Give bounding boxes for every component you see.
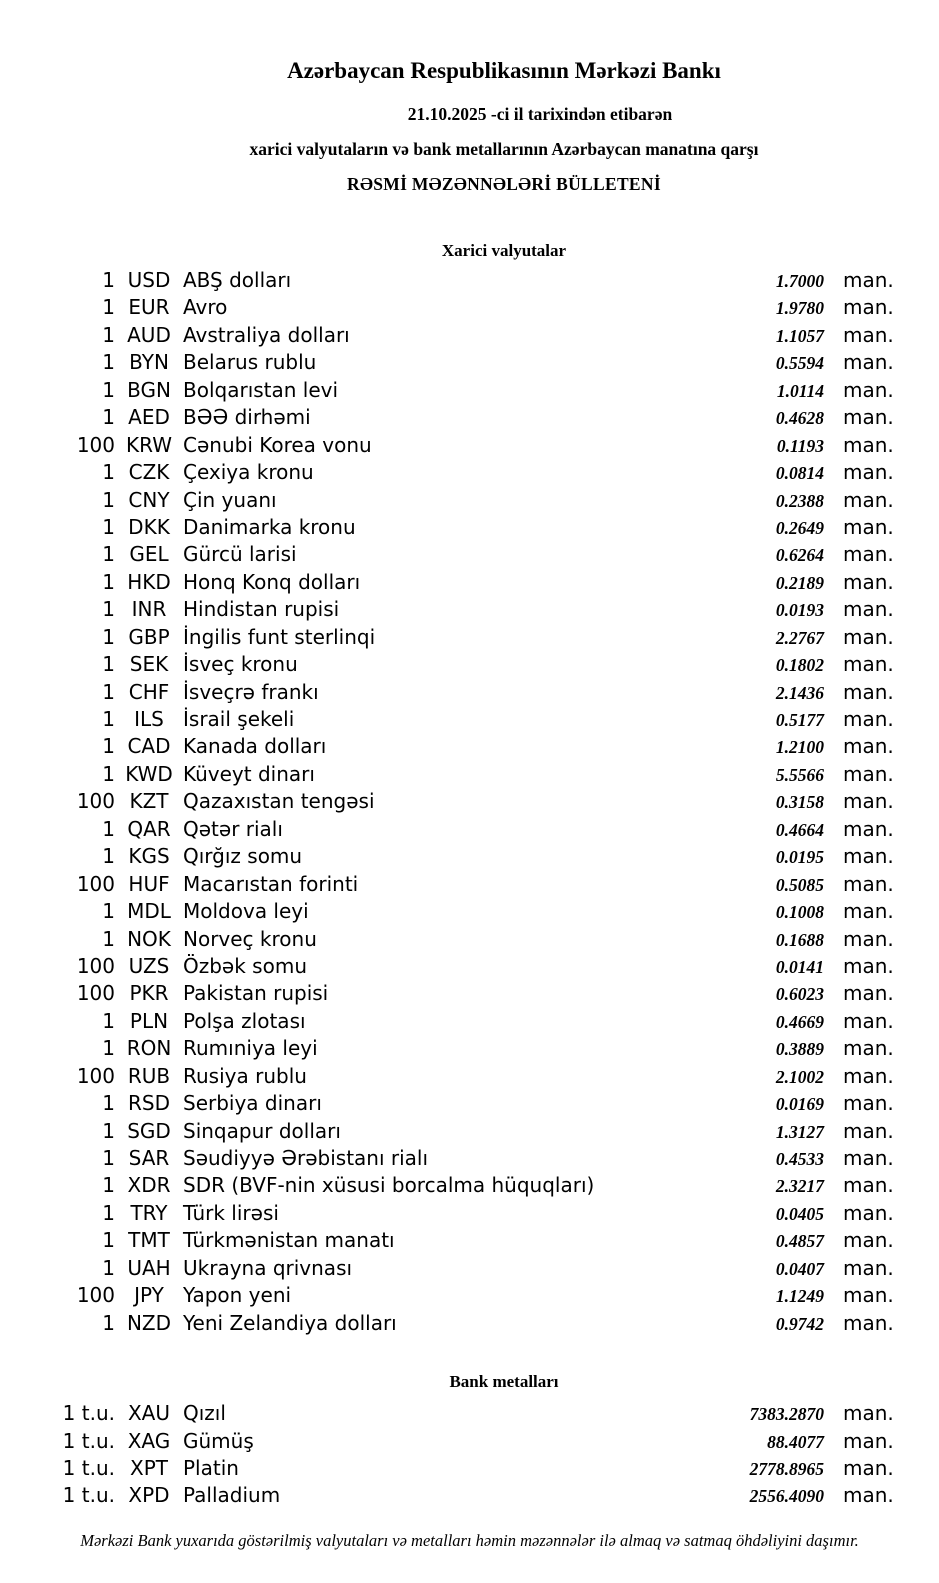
rate-value: 0.4628 [775, 408, 824, 429]
currency-code: USD [127, 268, 171, 292]
quantity-label: 1 [102, 899, 115, 924]
quantity-label: 1 [102, 377, 115, 402]
rate-row [0, 817, 939, 844]
quantity-label: 1 [102, 569, 115, 594]
unit-label: man. [843, 1283, 894, 1308]
unit-label: man. [843, 1146, 894, 1170]
unit-label: man. [843, 514, 894, 539]
rate-value: 0.4533 [775, 1149, 824, 1169]
unit-label: man. [843, 1036, 894, 1061]
rate-value: 0.5085 [775, 874, 824, 895]
unit-label: man. [843, 1428, 894, 1453]
quantity-label: 100 [76, 789, 115, 814]
quantity-label: 1 [102, 1118, 115, 1143]
rate-row [0, 597, 939, 624]
subject-line: xarici valyutaların və bank metallarının Azərbaycan manatına qarşı [249, 139, 759, 159]
rate-value: 2.3217 [775, 1176, 824, 1197]
quantity-label: 100 [76, 432, 115, 457]
rate-value: 0.0195 [775, 847, 824, 868]
currency-name: Qırğız somu [183, 844, 303, 869]
currency-name: Serbiya dinarı [183, 1091, 322, 1116]
unit-label: man. [843, 1228, 894, 1253]
currency-name: Ukrayna qrivnası [183, 1255, 353, 1280]
currency-code: HKD [127, 569, 171, 594]
rate-value: 2.1002 [775, 1066, 824, 1087]
currency-code: QAR [127, 816, 171, 841]
rate-row [0, 1456, 939, 1483]
currency-code: KGS [128, 844, 170, 869]
currency-name: Sinqapur dolları [183, 1118, 341, 1143]
currency-name: Danimarka kronu [183, 514, 356, 539]
currency-name: Cənubi Korea vonu [183, 432, 372, 457]
unit-label: man. [843, 322, 894, 347]
unit-label: man. [843, 569, 894, 594]
currency-name: Honq Konq dolları [183, 569, 361, 594]
rate-value: 0.3889 [775, 1039, 824, 1060]
currency-name: Yeni Zelandiya dolları [183, 1310, 397, 1335]
unit-label: man. [843, 1455, 894, 1480]
rate-row [0, 981, 939, 1008]
rate-value: 0.4857 [775, 1231, 824, 1252]
unit-label: man. [843, 1118, 894, 1143]
currency-name: Türkmənistan manatı [183, 1228, 395, 1253]
rate-row [0, 1483, 939, 1510]
quantity-label: 1 [102, 1200, 115, 1225]
quantity-label: 1 [102, 1255, 115, 1280]
currency-code: AED [128, 405, 170, 430]
quantity-label: 1 [102, 679, 115, 704]
rate-value: 0.6023 [775, 984, 824, 1005]
currency-name: Platin [183, 1455, 239, 1480]
quantity-label: 1 t.u. [62, 1483, 115, 1508]
currency-code: XPT [130, 1455, 168, 1480]
currency-name: Rusiya rublu [183, 1063, 307, 1088]
unit-label: man. [843, 679, 894, 704]
currency-name: Qətər rialı [183, 816, 283, 841]
quantity-label: 1 [102, 1310, 115, 1335]
currency-code: KRW [126, 432, 172, 457]
rate-row [0, 515, 939, 542]
currency-code: BYN [129, 350, 169, 375]
quantity-label: 1 t.u. [62, 1455, 115, 1480]
quantity-label: 1 [102, 624, 115, 649]
rate-row [0, 460, 939, 487]
rate-row [0, 1173, 939, 1200]
rate-value: 2.1436 [775, 682, 824, 703]
metals-table [0, 1401, 939, 1511]
rate-row [0, 899, 939, 926]
currency-code: CHF [128, 679, 170, 704]
rate-row [0, 378, 939, 405]
quantity-label: 1 [102, 542, 115, 567]
quantity-label: 1 [102, 816, 115, 841]
unit-label: man. [843, 1200, 894, 1225]
rate-value: 0.1802 [775, 655, 824, 676]
currency-name: İsveçrə frankı [183, 679, 319, 704]
currency-name: Avstraliya dolları [183, 322, 350, 347]
currency-name: İngilis funt sterlinqi [183, 624, 376, 649]
unit-label: man. [843, 405, 894, 430]
rate-row [0, 1429, 939, 1456]
rate-row [0, 789, 939, 816]
rate-value: 0.1008 [775, 902, 824, 923]
rate-value: 2.2767 [775, 627, 824, 648]
quantity-label: 1 t.u. [62, 1428, 115, 1453]
rate-row [0, 1146, 939, 1173]
metals-section-title: Bank metalları [449, 1372, 559, 1392]
rate-value: 88.4077 [767, 1431, 824, 1452]
currency-name: Rumıniya leyi [183, 1036, 318, 1061]
unit-label: man. [843, 816, 894, 841]
currency-name: Moldova leyi [183, 899, 309, 924]
currency-code: PKR [129, 981, 169, 1006]
currency-name: ABŞ dolları [183, 268, 292, 292]
quantity-label: 1 [102, 350, 115, 375]
unit-label: man. [843, 953, 894, 978]
currency-name: Hindistan rupisi [183, 597, 340, 622]
rate-value: 0.1688 [775, 929, 824, 950]
rate-row [0, 1119, 939, 1146]
rate-row [0, 1201, 939, 1228]
rate-row [0, 652, 939, 679]
unit-label: man. [843, 899, 894, 924]
unit-label: man. [843, 1401, 894, 1426]
rate-row [0, 1009, 939, 1036]
quantity-label: 1 [102, 707, 115, 731]
unit-label: man. [843, 487, 894, 512]
currency-code: NZD [126, 1310, 172, 1335]
currency-code: RSD [128, 1091, 170, 1116]
currency-code: SGD [127, 1118, 171, 1143]
quantity-label: 1 [102, 514, 115, 539]
rate-value: 7383.2870 [749, 1404, 824, 1425]
quantity-label: 100 [76, 953, 115, 978]
rate-row [0, 268, 939, 295]
unit-label: man. [843, 377, 894, 402]
rate-row [0, 1036, 939, 1063]
currency-code: UAH [127, 1255, 171, 1280]
currency-name: Səudiyyə Ərəbistanı rialı [183, 1146, 429, 1170]
currency-code: SEK [129, 652, 169, 677]
effective-date-line: 21.10.2025 -ci il tarixindən etibarən [407, 104, 673, 124]
rate-row [0, 680, 939, 707]
currency-code: BGN [127, 377, 171, 402]
currency-code: RON [126, 1036, 172, 1061]
unit-label: man. [843, 789, 894, 814]
rate-row [0, 734, 939, 761]
rate-value: 0.9742 [775, 1313, 824, 1334]
quantity-label: 1 [102, 926, 115, 951]
rate-row [0, 488, 939, 515]
quantity-label: 1 [102, 844, 115, 869]
rate-value: 0.3158 [775, 792, 824, 813]
currency-name: Macarıstan forinti [183, 871, 359, 896]
unit-label: man. [843, 926, 894, 951]
unit-label: man. [843, 652, 894, 677]
currency-code: DKK [128, 514, 170, 539]
rate-value: 0.0814 [775, 463, 824, 484]
unit-label: man. [843, 1483, 894, 1508]
currency-name: BƏƏ dirhəmi [183, 405, 311, 430]
currency-code: CNY [128, 487, 170, 512]
unit-label: man. [843, 597, 894, 622]
rate-row [0, 927, 939, 954]
quantity-label: 1 [102, 1173, 115, 1198]
quantity-label: 1 [102, 652, 115, 677]
unit-label: man. [843, 1091, 894, 1116]
unit-label: man. [843, 432, 894, 457]
bulletin-title: RƏSMİ MƏZƏNNƏLƏRİ BÜLLETENİ [347, 174, 661, 194]
currency-code: HUF [128, 871, 170, 896]
rate-value: 1.0114 [776, 380, 824, 401]
currency-name: İsrail şekeli [183, 707, 295, 731]
currency-code: SAR [128, 1146, 170, 1170]
currency-code: XDR [127, 1173, 171, 1198]
unit-label: man. [843, 350, 894, 375]
rate-value: 0.2388 [775, 490, 824, 511]
rate-row [0, 433, 939, 460]
rate-value: 0.0405 [775, 1203, 824, 1224]
rate-value: 0.0169 [775, 1094, 824, 1115]
bulletin-header [0, 0, 939, 195]
rate-value: 0.2649 [775, 517, 824, 538]
rate-value: 1.1057 [775, 325, 824, 346]
rate-value: 0.0141 [775, 956, 824, 977]
disclaimer-note: Mərkəzi Bank yuxarıda göstərilmiş valyutaları və metalları həmin məzənnələr ilə almaq və satmaq öhdəliyini daşımır. [80, 1530, 859, 1550]
currency-name: Çin yuanı [183, 487, 277, 512]
unit-label: man. [843, 1173, 894, 1198]
currency-code: XPD [128, 1483, 170, 1508]
rate-row [0, 405, 939, 432]
rate-row [0, 542, 939, 569]
rate-row [0, 1401, 939, 1428]
quantity-label: 1 [102, 1008, 115, 1033]
rate-row [0, 350, 939, 377]
rate-row [0, 1228, 939, 1255]
currency-code: MDL [127, 899, 171, 924]
quantity-label: 100 [76, 1063, 115, 1088]
unit-label: man. [843, 460, 894, 485]
currency-name: Türk lirəsi [183, 1200, 279, 1225]
rate-value: 1.9780 [775, 298, 824, 319]
currency-code: RUB [127, 1063, 171, 1088]
rate-value: 0.5594 [775, 353, 824, 374]
currency-name: Kanada dolları [183, 734, 327, 759]
currency-code: UZS [128, 953, 170, 978]
currency-code: AUD [127, 322, 171, 347]
rate-value: 1.1249 [775, 1286, 824, 1307]
unit-label: man. [843, 1063, 894, 1088]
quantity-label: 1 [102, 405, 115, 430]
quantity-label: 1 [102, 1146, 115, 1170]
currency-name: Palladium [183, 1483, 281, 1508]
quantity-label: 1 t.u. [62, 1401, 115, 1426]
currency-code: TMT [128, 1228, 170, 1253]
currency-name: Avro [183, 295, 228, 320]
rate-value: 0.1193 [776, 435, 824, 456]
unit-label: man. [843, 871, 894, 896]
unit-label: man. [843, 624, 894, 649]
rate-row [0, 323, 939, 350]
currency-name: Yapon yeni [183, 1283, 292, 1308]
rate-value: 0.0193 [775, 600, 824, 621]
rate-row [0, 625, 939, 652]
rate-row [0, 1064, 939, 1091]
quantity-label: 100 [76, 1283, 115, 1308]
rate-row [0, 707, 939, 734]
unit-label: man. [843, 542, 894, 567]
currency-code: CZK [128, 460, 170, 485]
rate-row [0, 762, 939, 789]
quantity-label: 1 [102, 295, 115, 320]
rate-value: 0.5177 [775, 710, 824, 730]
quantity-label: 1 [102, 322, 115, 347]
currency-name: İsveç kronu [183, 652, 298, 677]
quantity-label: 1 [102, 487, 115, 512]
rate-value: 0.4664 [775, 819, 824, 840]
currencies-table [0, 268, 939, 1338]
currency-name: SDR (BVF-nin xüsusi borcalma hüquqları) [183, 1173, 595, 1198]
currency-code: PLN [129, 1008, 169, 1033]
rate-value: 0.4669 [775, 1011, 824, 1032]
unit-label: man. [843, 1255, 894, 1280]
rate-value: 0.6264 [775, 545, 824, 566]
currency-name: Norveç kronu [183, 926, 317, 951]
currency-code: XAU [127, 1401, 171, 1426]
currency-code: GEL [129, 542, 169, 567]
currency-code: KZT [129, 789, 169, 814]
bank-name-title: Azərbaycan Respublikasının Mərkəzi Bankı [287, 58, 721, 83]
currency-name: Gümüş [183, 1428, 254, 1453]
unit-label: man. [843, 981, 894, 1006]
rate-row [0, 1091, 939, 1118]
rate-row [0, 954, 939, 981]
currency-name: Polşa zlotası [183, 1008, 306, 1033]
currency-code: INR [131, 597, 167, 622]
quantity-label: 1 [102, 597, 115, 622]
rate-row [0, 1311, 939, 1338]
currency-name: Qızıl [183, 1401, 226, 1426]
currency-name: Küveyt dinarı [183, 761, 315, 786]
rate-row [0, 844, 939, 871]
quantity-label: 1 [102, 734, 115, 759]
currency-code: KWD [125, 761, 173, 786]
rate-row [0, 295, 939, 322]
quantity-label: 1 [102, 1036, 115, 1061]
unit-label: man. [843, 707, 894, 731]
unit-label: man. [843, 844, 894, 869]
quantity-label: 1 [102, 1091, 115, 1116]
currency-code: TRY [130, 1200, 168, 1225]
currency-code: ILS [134, 707, 164, 731]
rate-value: 5.5566 [775, 764, 824, 785]
currency-name: Belarus rublu [183, 350, 317, 375]
currency-code: JPY [134, 1283, 164, 1308]
currencies-section-title: Xarici valyutalar [441, 241, 567, 260]
rate-value: 0.0407 [775, 1258, 824, 1279]
currency-code: NOK [127, 926, 171, 951]
currency-code: XAG [127, 1428, 171, 1453]
unit-label: man. [843, 1008, 894, 1033]
currency-code: EUR [128, 295, 170, 320]
quantity-label: 1 [102, 761, 115, 786]
rate-row [0, 1283, 939, 1310]
quantity-label: 1 [102, 268, 115, 292]
currency-name: Pakistan rupisi [183, 981, 329, 1006]
quantity-label: 1 [102, 460, 115, 485]
quantity-label: 1 [102, 1228, 115, 1253]
quantity-label: 100 [76, 871, 115, 896]
currency-name: Bolqarıstan levi [183, 377, 339, 402]
rate-value: 2778.8965 [749, 1458, 824, 1479]
rate-row [0, 872, 939, 899]
currency-name: Gürcü larisi [183, 542, 297, 567]
unit-label: man. [843, 734, 894, 759]
rate-row [0, 570, 939, 597]
unit-label: man. [843, 1310, 894, 1335]
currency-name: Qazaxıstan tengəsi [183, 789, 375, 814]
currency-code: CAD [127, 734, 171, 759]
unit-label: man. [843, 761, 894, 786]
currency-name: Özbək somu [183, 953, 307, 978]
currency-code: GBP [128, 624, 170, 649]
rate-row [0, 1256, 939, 1283]
rate-value: 0.2189 [775, 572, 824, 593]
rate-value: 1.7000 [775, 271, 824, 291]
unit-label: man. [843, 295, 894, 320]
currency-name: Çexiya kronu [183, 460, 314, 485]
quantity-label: 100 [76, 981, 115, 1006]
rate-value: 1.2100 [775, 737, 824, 758]
rate-value: 2556.4090 [749, 1486, 824, 1507]
rate-value: 1.3127 [775, 1121, 824, 1142]
unit-label: man. [843, 268, 894, 292]
